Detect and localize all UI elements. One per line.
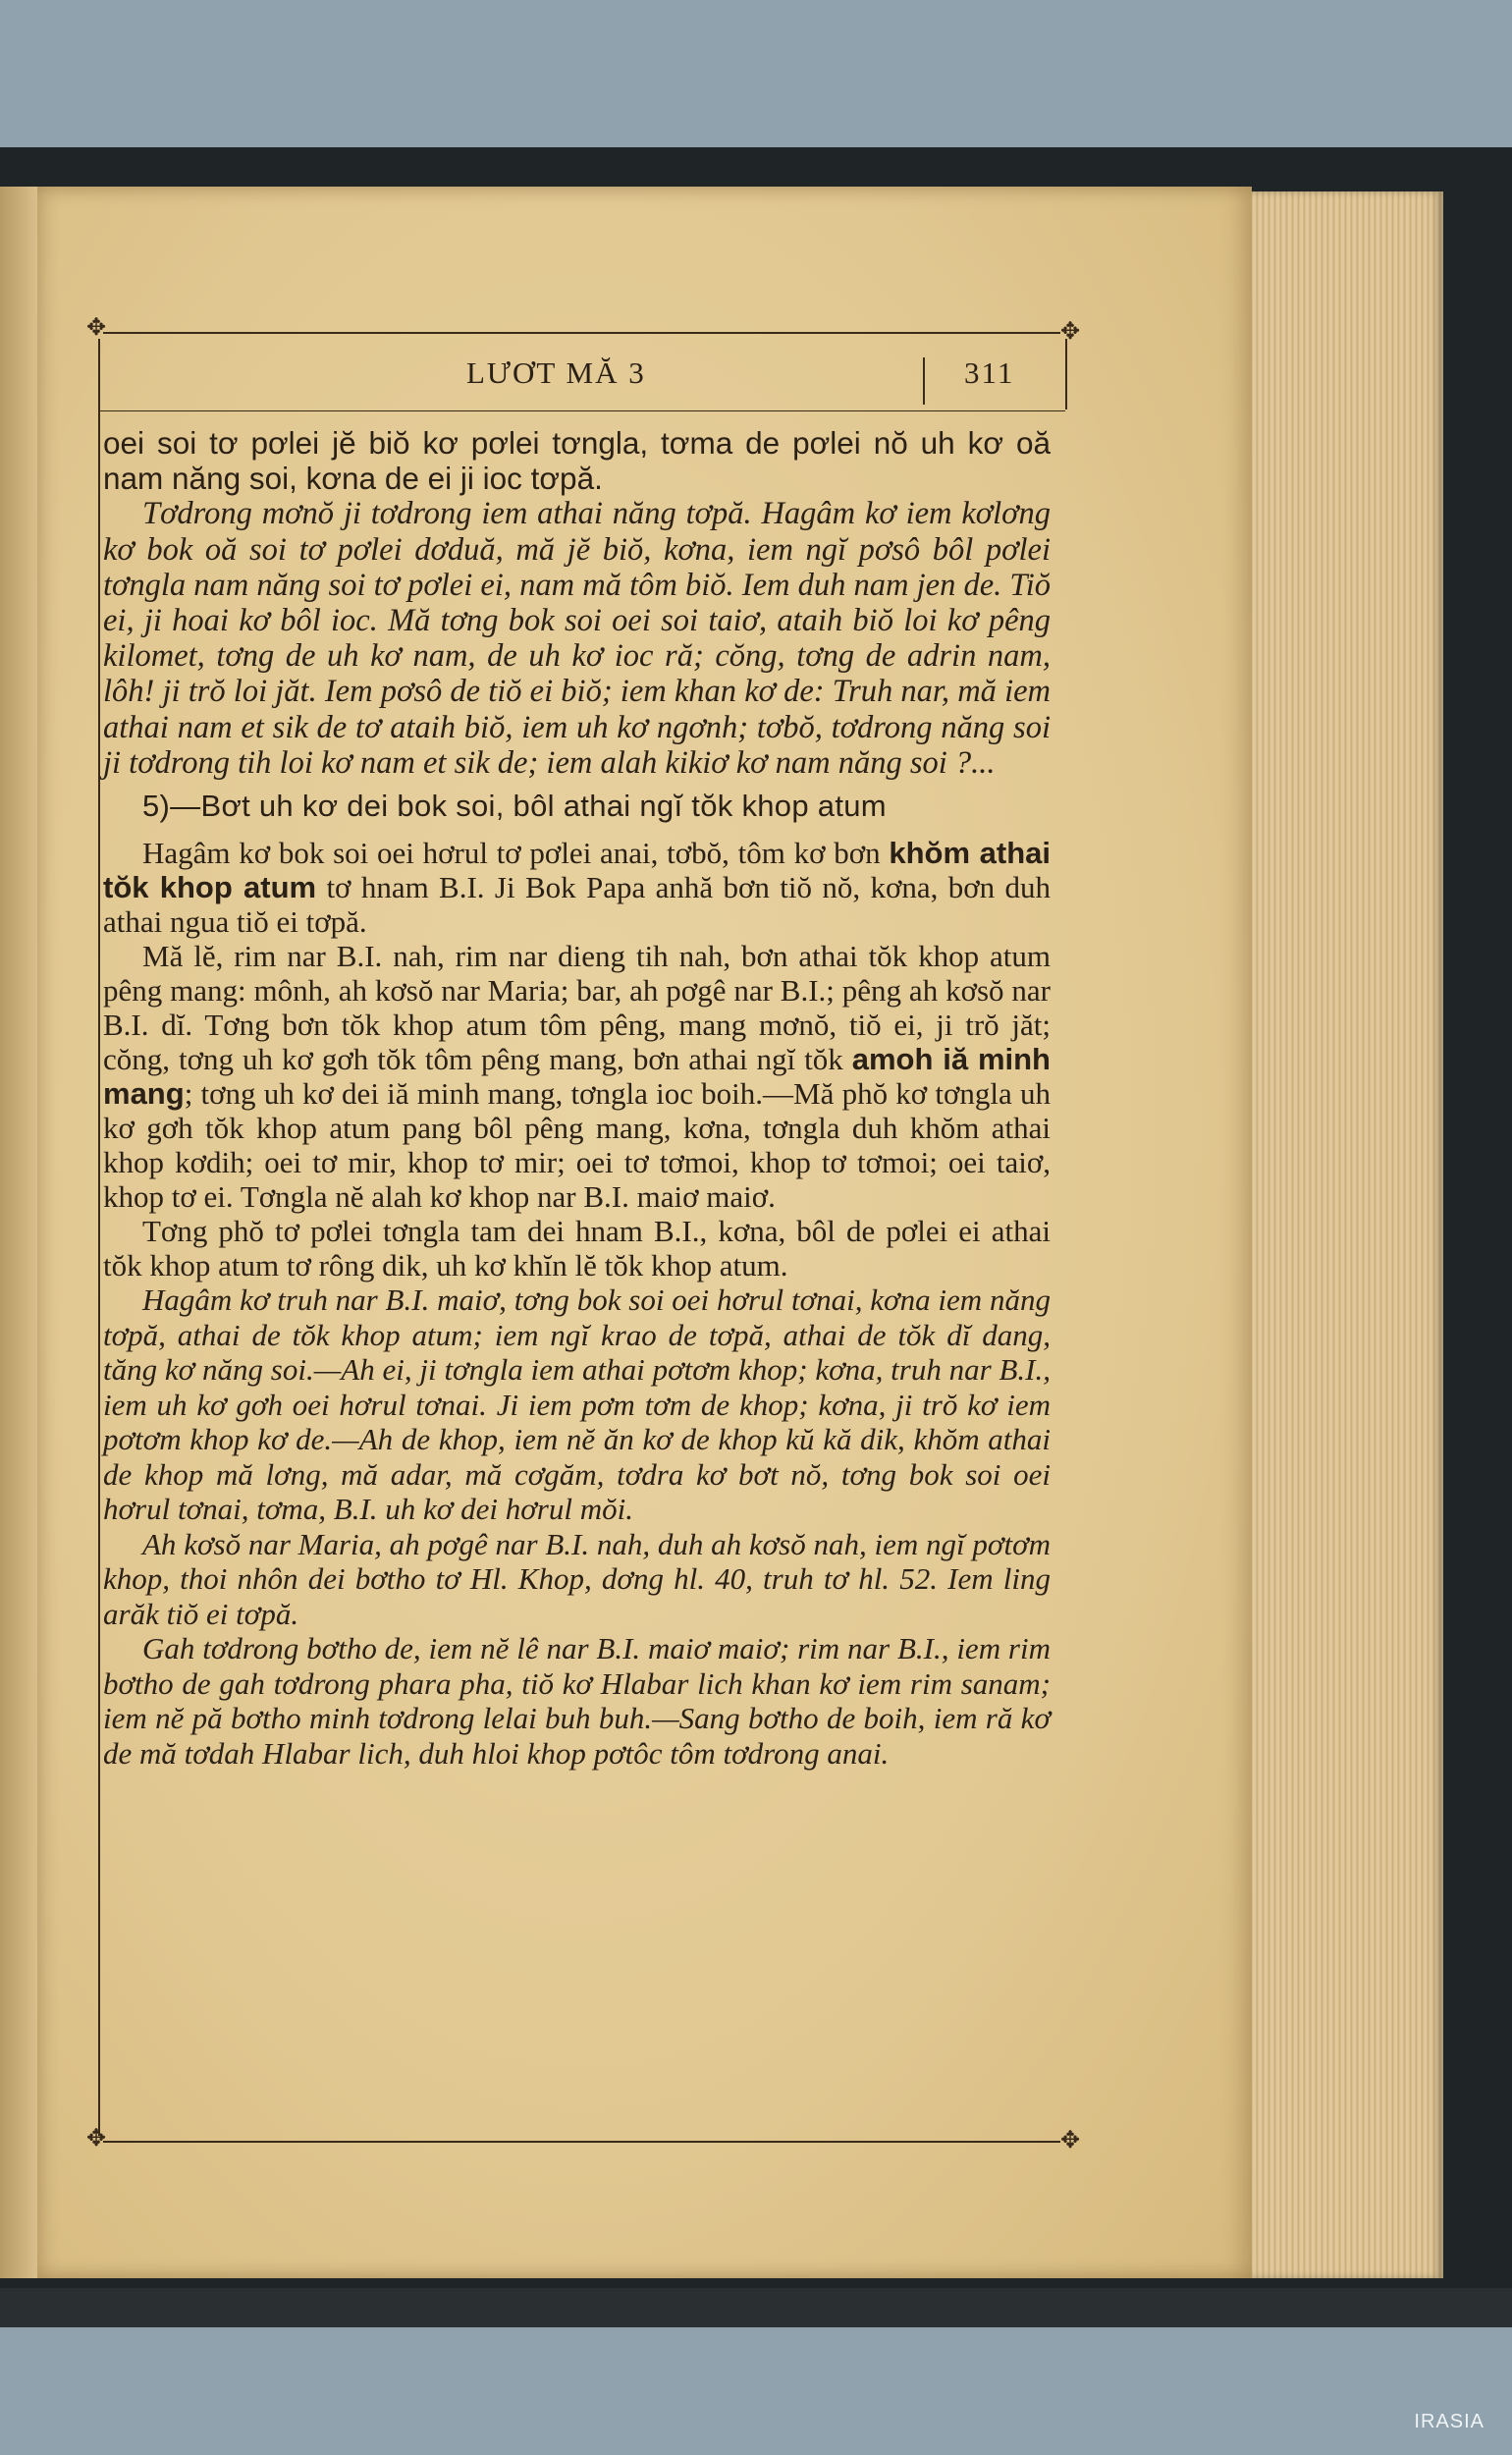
paragraph-2: Tơdrong mơnŏ ji tơdrong iem athai năng tơpă. Hagâm kơ iem kơlơng kơ bok oă soi tơ pơlei dơduă, mă jĕ biŏ, kơna, iem ngĭ pơsô bôl pơlei tơngla nam năng soi tơ pơlei ei, nam mă tôm biŏ. Iem duh nam jen de. Tiŏ ei, ji hoai kơ bôl ioc. Mă tơng bok soi oei soi taiơ, ataih biŏ loi kơ pêng kilomet, tơng de uh kơ nam, de uh kơ ioc ră; cŏng, tơng de adrin nam, lôh! ji trŏ loi jăt. Iem pơsô de tiŏ ei biŏ; iem khan kơ de: Truh nar, mă iem athai nam et sik de tơ ataih biŏ, iem uh kơ ngơnh; tơbŏ, tơdrong năng soi ji tơdrong tih loi kơ nam et sik de; iem alah kikiơ kơ nam năng soi ?... bbox=[103, 496, 1051, 781]
bottom-rule bbox=[103, 2141, 1060, 2143]
bold-emphasis: khŏm athai tŏk khop atum bbox=[103, 836, 1051, 905]
paragraph-8: Gah tơdrong bơtho de, iem nĕ lê nar B.I. maiơ maiơ; rim nar B.I., iem rim bơtho de gah tơdrong phara pha, tiŏ kơ Hlabar lich khan kơ iem rim sanam; iem nĕ pă bơtho minh tơdrong lelai buh buh.—Sang bơtho de boih, iem ră kơ de mă tơdah Hlabar lich, duh hloi khop pơtôc tôm tơdrong anai. bbox=[103, 1631, 1051, 1771]
section-heading: 5)—Bơt uh kơ dei bok soi, bôl athai ngĭ tŏk khop atum bbox=[142, 789, 887, 824]
ornament-top-left: ✥ bbox=[86, 315, 107, 341]
ornament-top-right: ✥ bbox=[1060, 319, 1081, 345]
paragraph-3 bbox=[103, 836, 1051, 939]
paragraph-1: oei soi tơ pơlei jĕ biŏ kơ pơlei tơngla, tơma de pơlei nŏ uh kơ oă nam năng soi, kơna de ei ji ioc tơpă. bbox=[103, 425, 1051, 497]
header-rule bbox=[98, 410, 1065, 411]
right-header-line bbox=[1065, 339, 1067, 409]
running-title: LƯƠT MĂ 3 bbox=[466, 355, 646, 390]
left-margin-line bbox=[98, 339, 100, 2136]
page-body bbox=[103, 425, 1051, 1771]
top-rule bbox=[103, 332, 1060, 334]
header-separator bbox=[923, 357, 925, 405]
paragraph-6: Hagâm kơ truh nar B.I. maiơ, tơng bok soi oei hơrul tơnai, kơna iem năng tơpă, athai de tŏk khop atum; iem ngĭ krao de tơpă, athai de tŏk dĭ dang, tăng kơ năng soi.—Ah ei, ji tơngla iem athai pơtơm khop; kơna, truh nar B.I., iem uh kơ gơh oei hơrul tơnai. Ji iem pơm tơm de khop; kơna, ji trŏ kơ iem pơtơm khop kơ de.—Ah de khop, iem nĕ ăn kơ de khop kŭ kă dik, khŏm athai de khop mă lơng, mă adar, mă cơgăm, tơdra kơ bơt nŏ, tơng bok soi oei hơrul tơnai, tơma, B.I. uh kơ dei hơrul mŏi. bbox=[103, 1282, 1051, 1527]
paragraph-3-text: Hagâm kơ bok soi oei hơrul tơ pơlei anai, tơbŏ, tôm kơ bơn khŏm athai tŏk khop atum tơ hnam B.I. Ji Bok Papa anhă bơn tiŏ nŏ, kơna, bơn duh athai ngua tiŏ ei tơpă. bbox=[103, 836, 1051, 940]
watermark: IRASIA bbox=[1414, 2411, 1485, 2432]
paragraph-4: Mă lĕ, rim nar B.I. nah, rim nar dieng tih nah, bơn athai tŏk khop atum pêng mang: mônh, ah kơsŏ nar Maria; bar, ah pơgê nar B.I.; pêng ah kơsŏ nar B.I. dĭ. Tơng bơn tŏk khop atum tôm pêng, mang mơnŏ, tiŏ ei, ji trŏ jăt; cŏng, tơng uh kơ gơh tŏk tôm pêng mang, bơn athai ngĭ tŏk amoh iă minh mang; tơng uh kơ dei iă minh mang, tơngla ioc boih.—Mă phŏ kơ tơngla uh kơ gơh tŏk khop atum pang bôl pêng mang, kơna, tơngla duh khŏm athai khop kơdih; oei tơ mir, khop tơ mir; oei tơ tơmoi, khop tơ tơmoi; oei taiơ, khop tơ ei. Tơngla nĕ alah kơ khop nar B.I. maiơ maiơ. bbox=[103, 939, 1051, 1215]
paragraph-5: Tơng phŏ tơ pơlei tơngla tam dei hnam B.I., kơna, bôl de pơlei ei athai tŏk khop atum tơ rông dik, uh kơ khĭn lĕ tŏk khop atum. bbox=[103, 1214, 1051, 1283]
ornament-bottom-left: ✥ bbox=[86, 2126, 107, 2152]
paragraph-7: Ah kơsŏ nar Maria, ah pơgê nar B.I. nah, duh ah kơsŏ nah, iem ngĭ pơtơm khop, thoi nhôn dei bơtho tơ Hl. Khop, dơng hl. 40, truh tơ hl. 52. Iem ling arăk tiŏ ei tơpă. bbox=[103, 1526, 1051, 1631]
ornament-bottom-right: ✥ bbox=[1060, 2128, 1081, 2154]
book-cover-bottom bbox=[0, 2288, 1512, 2327]
bold-emphasis: amoh iă minh mang bbox=[103, 1042, 1051, 1112]
page-number: 311 bbox=[964, 355, 1015, 390]
book-gutter bbox=[0, 187, 37, 2278]
